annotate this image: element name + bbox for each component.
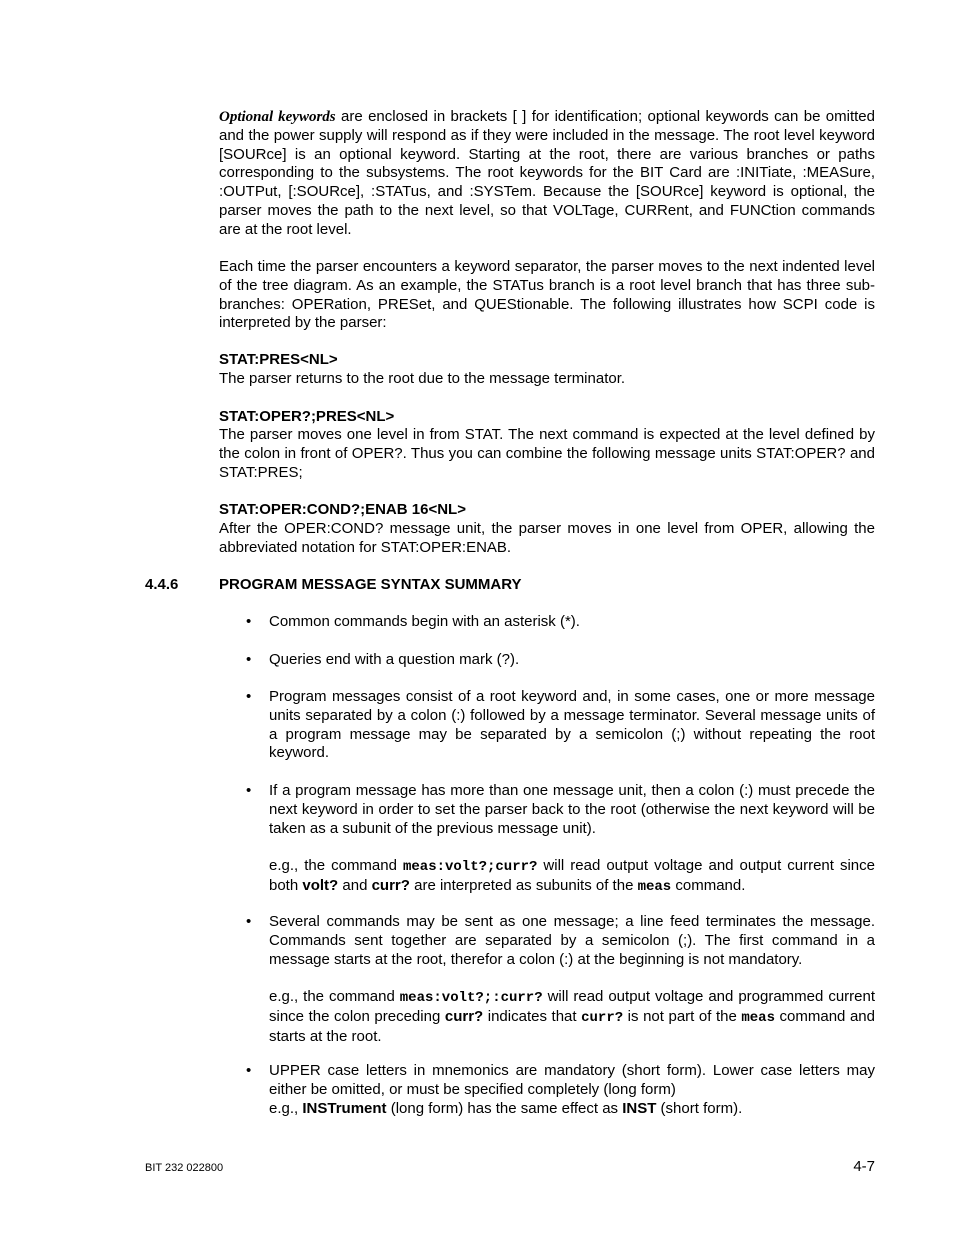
- example-text: (short form).: [656, 1100, 743, 1117]
- example-command-1: STAT:PRES<NL>: [219, 351, 338, 368]
- bullet-multiple-units: If a program message has more than one message unit, then a colon (:) must precede the next keyword in order to set the parser back to the root (otherwise the next keyword will be taken as a subunit of the previous message unit).: [269, 782, 875, 837]
- example-text: will read output voltage and programmed current since the colon preceding: [269, 988, 875, 1025]
- example-text: is not part of the: [623, 1007, 742, 1025]
- example-meas-volt-colon-curr: [269, 988, 875, 1046]
- code-snippet: meas: [741, 1009, 775, 1026]
- bold-term: curr?: [371, 876, 410, 894]
- bullet-mark: •: [246, 913, 252, 930]
- bullet-mark: •: [246, 1062, 252, 1079]
- example-text: indicates that: [483, 1007, 582, 1025]
- paragraph-parser: Each time the parser encounters a keyword separator, the parser moves to the next indented level of the tree diagram. As an example, the STATus branch is a root level branch that has three sub-branches: OPERation, PRESet, and QUEStionable. The following illustrates how SCPI code is interpreted by the parser:: [219, 258, 875, 332]
- example-command-2: STAT:OPER?;PRES<NL>: [219, 408, 395, 425]
- footer-doc-id: BIT 232 022800: [145, 1162, 224, 1174]
- bullet-upper-case: UPPER case letters in mnemonics are mandatory (short form). Lower case letters may either be omitted, or must be specified completely (long form): [269, 1062, 875, 1098]
- example-text: e.g., the command: [269, 857, 403, 874]
- example-text: are interpreted as subunits of the: [409, 876, 638, 894]
- bullet-mark: •: [246, 688, 252, 705]
- example-description-1: The parser returns to the root due to the message terminator.: [219, 370, 626, 387]
- code-snippet: meas:volt?;curr?: [402, 859, 538, 875]
- bold-term: INSTrument: [302, 1100, 387, 1117]
- example-text: e.g., the command: [269, 988, 400, 1005]
- bold-term: volt?: [302, 876, 339, 894]
- section-title: PROGRAM MESSAGE SYNTAX SUMMARY: [219, 576, 522, 593]
- example-text: command and starts at the root.: [269, 1007, 875, 1045]
- bold-term: curr?: [444, 1007, 484, 1025]
- example-description-3: After the OPER:COND? message unit, the parser moves in one level from OPER, allowing the abbreviated notation for STAT:OPER:ENAB.: [219, 520, 875, 556]
- example-meas-volt-curr: [269, 857, 875, 897]
- bullet-mark: •: [246, 613, 252, 630]
- code-snippet: curr?: [581, 1009, 624, 1026]
- bullet-several-commands: Several commands may be sent as one message; a line feed terminates the message. Commands sent together are separated by a semicolon (;). The first command in a message starts at the root, therefor a colon (:) at the beginning is not mandatory.: [269, 913, 875, 968]
- code-snippet: meas:volt?;:curr?: [399, 990, 543, 1006]
- example-text: will read output voltage and output current since both: [269, 857, 875, 894]
- section-number: 4.4.6: [145, 576, 179, 593]
- example-text: command.: [671, 876, 746, 894]
- example-text: e.g.,: [269, 1100, 303, 1117]
- bullet-common-commands: Common commands begin with an asterisk (*).: [269, 613, 580, 630]
- example-text: and: [338, 876, 372, 894]
- term-optional-keywords: Optional keywords: [219, 109, 336, 125]
- bullet-queries: Queries end with a question mark (?).: [269, 651, 520, 668]
- paragraph-text: are enclosed in brackets [ ] for identification; optional keywords can be omitted and the power supply will respond as if they were included in the message. The root level keyword [SOURce] is an optional keyword. Starting at the root, there are various branches or paths corresponding to the subsystems. The root keywords for the BIT Card are :INITiate, :MEASure, :OUTPut, [:SOURce], :STATus, and :SYSTem. Because the [SOURce] keyword is optional, the parser moves the path to the next level, so that VOLTage, CURRent, and FUNCtion commands are at the root level.: [219, 108, 875, 238]
- bullet-program-messages: Program messages consist of a root keyword and, in some cases, one or more message units separated by a colon (:) followed by a message terminator. Several message units of a program message may be separated by a semicolon (;) without repeating the root keyword.: [269, 688, 875, 762]
- paragraph-optional-keywords: [219, 108, 875, 240]
- bullet-mark: •: [246, 651, 252, 668]
- example-text: (long form) has the same effect as: [386, 1100, 623, 1117]
- example-command-3: STAT:OPER:COND?;ENAB 16<NL>: [219, 501, 466, 518]
- page-number: 4-7: [853, 1158, 875, 1175]
- code-snippet: meas: [637, 878, 672, 895]
- example-instrument: [269, 1100, 875, 1119]
- bullet-mark: •: [246, 782, 252, 799]
- bold-term: INST: [622, 1100, 657, 1117]
- example-description-2: The parser moves one level in from STAT. The next command is expected at the level defined by the colon in front of OPER?. Thus you can combine the following message units STAT:OPER? and STAT:PRES;: [219, 426, 875, 481]
